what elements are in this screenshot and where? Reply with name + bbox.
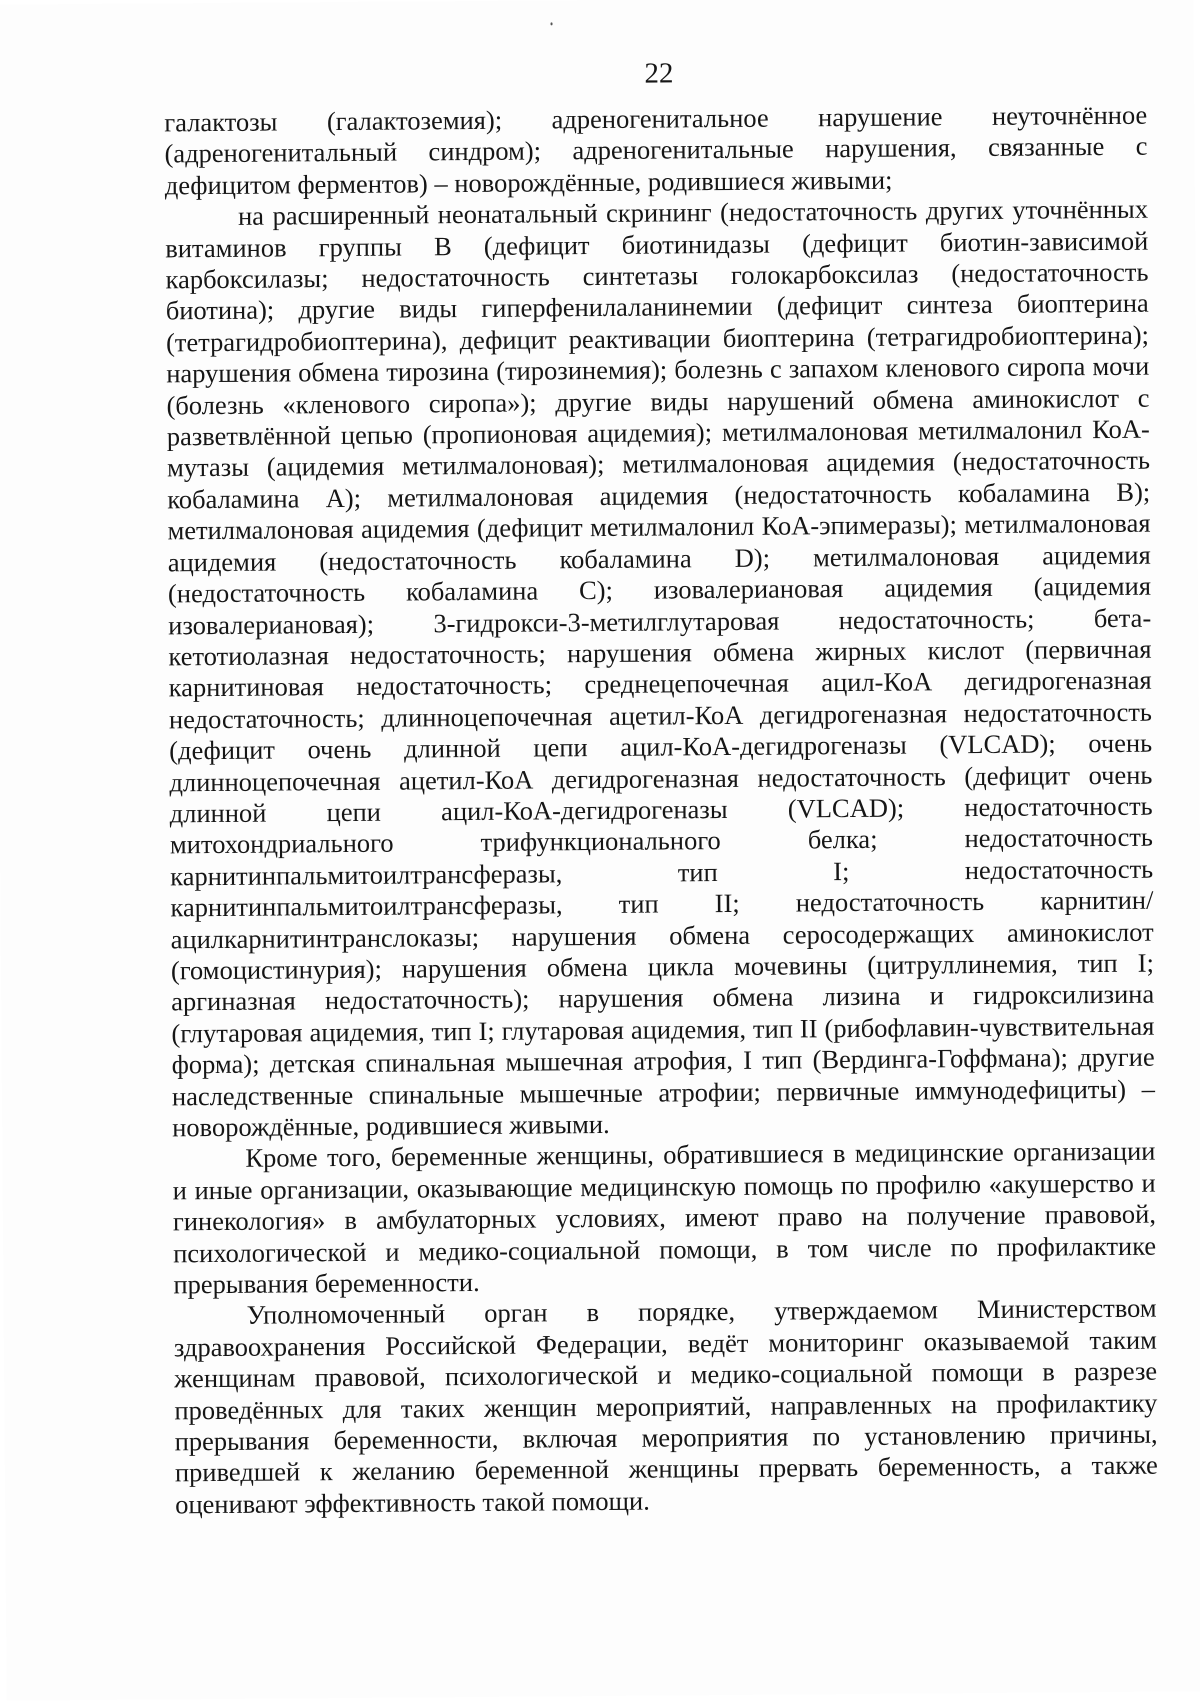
scan-speck — [551, 22, 553, 25]
paragraph-continuation: галактозы (галактоземия); адреногенитальное нарушение неуточнённое (адреногенитальный синдром); адреногенитальные нарушения, связанные с дефицитом ферментов) – новорождённые, родившиеся живыми; — [164, 99, 1148, 201]
document-body — [164, 100, 1158, 1521]
paragraph-monitoring: Уполномоченный орган в порядке, утверждаемом Министерством здравоохранения Российской Федерации, ведёт мониторинг оказываемой таким женщинам правовой, психологической и медико-социальной помощи в разрезе проведённых для таких женщин мероприятий, направленных на профилактику прерывания беременности, включая мероприятия по установлению причины, приведшей к желанию беременной женщины прервать беременность, а также оценивают эффективность такой помощи. — [173, 1293, 1158, 1520]
paragraph-pregnant-women-rights: Кроме того, беременные женщины, обратившиеся в медицинские организации и иные организации, оказывающие медицинскую помощь по профилю «акушерство и гинекология» в амбулаторных условиях, имеют право на получение правовой, психологической и медико-социальной помощи, в том числе по профилактике прерывания беременности. — [172, 1136, 1157, 1300]
page-number: 22 — [644, 57, 674, 90]
paragraph-extended-screening: на расширенный неонатальный скрининг (недостаточность других уточнённых витаминов группы B (дефицит биотинидазы (дефицит биотин-зависимой карбоксилазы; недостаточность синтетазы голокарбоксилаз (недостаточность биотина); другие виды гиперфенилаланинемии (дефицит синтеза биоптерина (тетрагидробиоптерина), дефицит реактивации биоптерина (тетрагидробиоптерина); нарушения обмена тирозина (тирозинемия); болезнь с запахом кленового сиропа мочи (болезнь «кленового сиропа»); другие виды нарушений обмена аминокислот с разветвлённой цепью (пропионовая ацидемия); метилмалоновая метилмалонил КоА-мутазы (ацидемия метилмалоновая); метилмалоновая ацидемия (недостаточность кобаламина A); метилмалоновая ацидемия (недостаточность кобаламина B); метилмалоновая ацидемия (дефицит метилмалонил КоА-эпимеразы); метилмалоновая ацидемия (недостаточность кобаламина D); метилмалоновая ацидемия (недостаточность кобаламина C); изовалериановая ацидемия (ацидемия изовалериановая); 3-гидрокси-3-метилглутаровая недостаточность; бета-кетотиолазная недостаточность; нарушения обмена жирных кислот (первичная карнитиновая недостаточность; среднецепочечная ацил-КоА дегидрогеназная недостаточность; длинноцепочечная ацетил-КоА дегидрогеназная недостаточность (дефицит очень длинной цепи ацил-КоА-дегидрогеназы (VLCAD); очень длинноцепочечная ацетил-КоА дегидрогеназная недостаточность (дефицит очень длинной цепи ацил-КоА-дегидрогеназы (VLCAD); недостаточность митохондриального трифункционального белка; недостаточность карнитинпальмитоилтрансферазы, тип I; недостаточность карнитинпальмитоилтрансферазы, тип II; недостаточность карнитин/ацилкарнитинтранслоказы; нарушения обмена серосодержащих аминокислот (гомоцистинурия); нарушения обмена цикла мочевины (цитруллинемия, тип I; аргиназная недостаточность); нарушения обмена лизина и гидроксилизина (глутаровая ацидемия, тип I; глутаровая ацидемия, тип II (рибофлавин-чувствительная форма); детская спинальная мышечная атрофия, I тип (Вердинга-Гоффмана); другие наследственные спинальные мышечные атрофии; первичные иммунодефициты) – новорождённые, родившиеся живыми. — [165, 193, 1156, 1143]
